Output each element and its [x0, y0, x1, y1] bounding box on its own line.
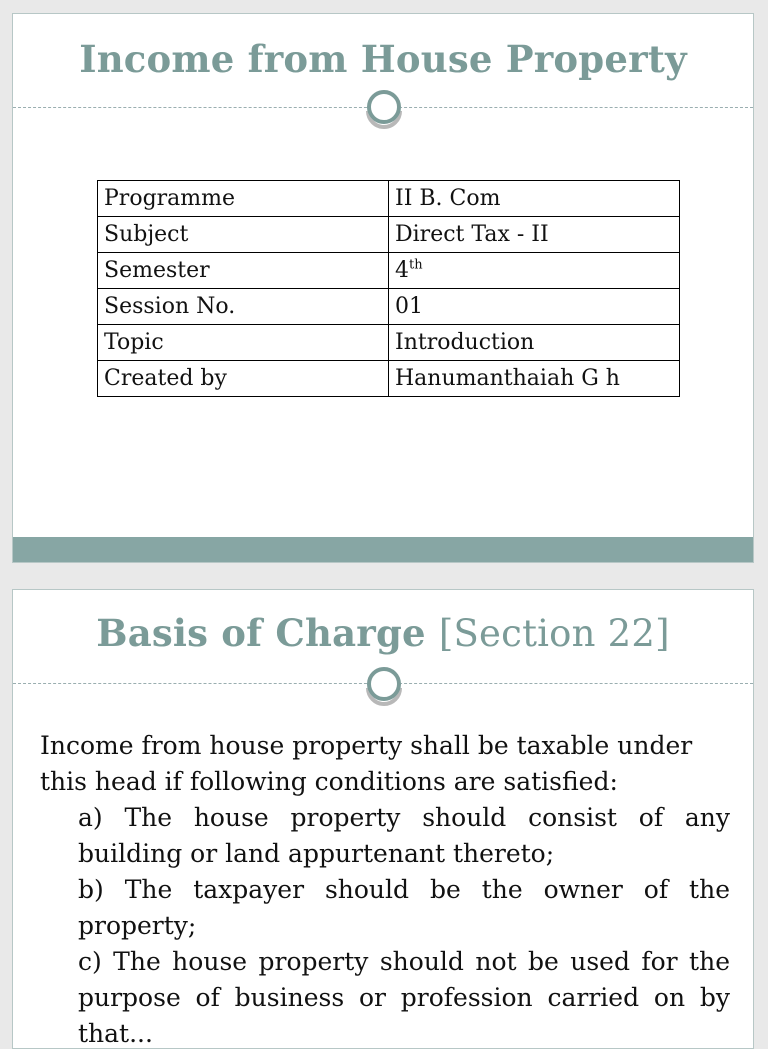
slide-title	[13, 611, 753, 655]
row-value	[389, 253, 680, 289]
row-value	[389, 289, 680, 325]
slide-body	[40, 728, 730, 1049]
ring-ornament-icon	[362, 85, 406, 129]
row-value-text: Direct Tax - II	[395, 222, 549, 247]
table-row	[98, 253, 680, 289]
ring-ornament-icon	[362, 662, 406, 706]
row-value	[389, 361, 680, 397]
footer-band	[13, 537, 753, 563]
condition-item: c) The house property should not be used for the purpose of business or profession carried on by that...	[78, 947, 730, 1048]
table-row	[98, 361, 680, 397]
row-label: Semester	[98, 253, 389, 289]
conditions-list	[40, 800, 730, 1049]
table-row	[98, 181, 680, 217]
slide-2	[12, 589, 754, 1049]
row-value-text: 01	[395, 294, 423, 319]
title-main: Basis of Charge	[96, 611, 426, 655]
row-value	[389, 217, 680, 253]
slide-1	[12, 13, 754, 563]
table-row	[98, 325, 680, 361]
course-info-table	[97, 180, 680, 397]
row-label: Session No.	[98, 289, 389, 325]
row-label: Programme	[98, 181, 389, 217]
row-value-text: Introduction	[395, 330, 535, 355]
condition-item: a) The house property should consist of any building or land appurtenant thereto;	[78, 803, 730, 868]
row-value-text: II B. Com	[395, 186, 501, 211]
row-value	[389, 325, 680, 361]
table-row	[98, 217, 680, 253]
row-value-superscript: th	[409, 257, 423, 273]
row-label: Subject	[98, 217, 389, 253]
row-value-text: Hanumanthaiah G h	[395, 366, 620, 391]
row-label: Created by	[98, 361, 389, 397]
row-value-text: 4	[395, 258, 409, 283]
intro-paragraph: Income from house property shall be taxable under this head if following conditions are satisfied:	[40, 731, 693, 796]
condition-item: b) The taxpayer should be the owner of the property;	[78, 875, 730, 940]
table-row	[98, 289, 680, 325]
slide-title: Income from House Property	[79, 37, 687, 81]
row-label: Topic	[98, 325, 389, 361]
title-section: [Section 22]	[438, 612, 670, 655]
row-value	[389, 181, 680, 217]
